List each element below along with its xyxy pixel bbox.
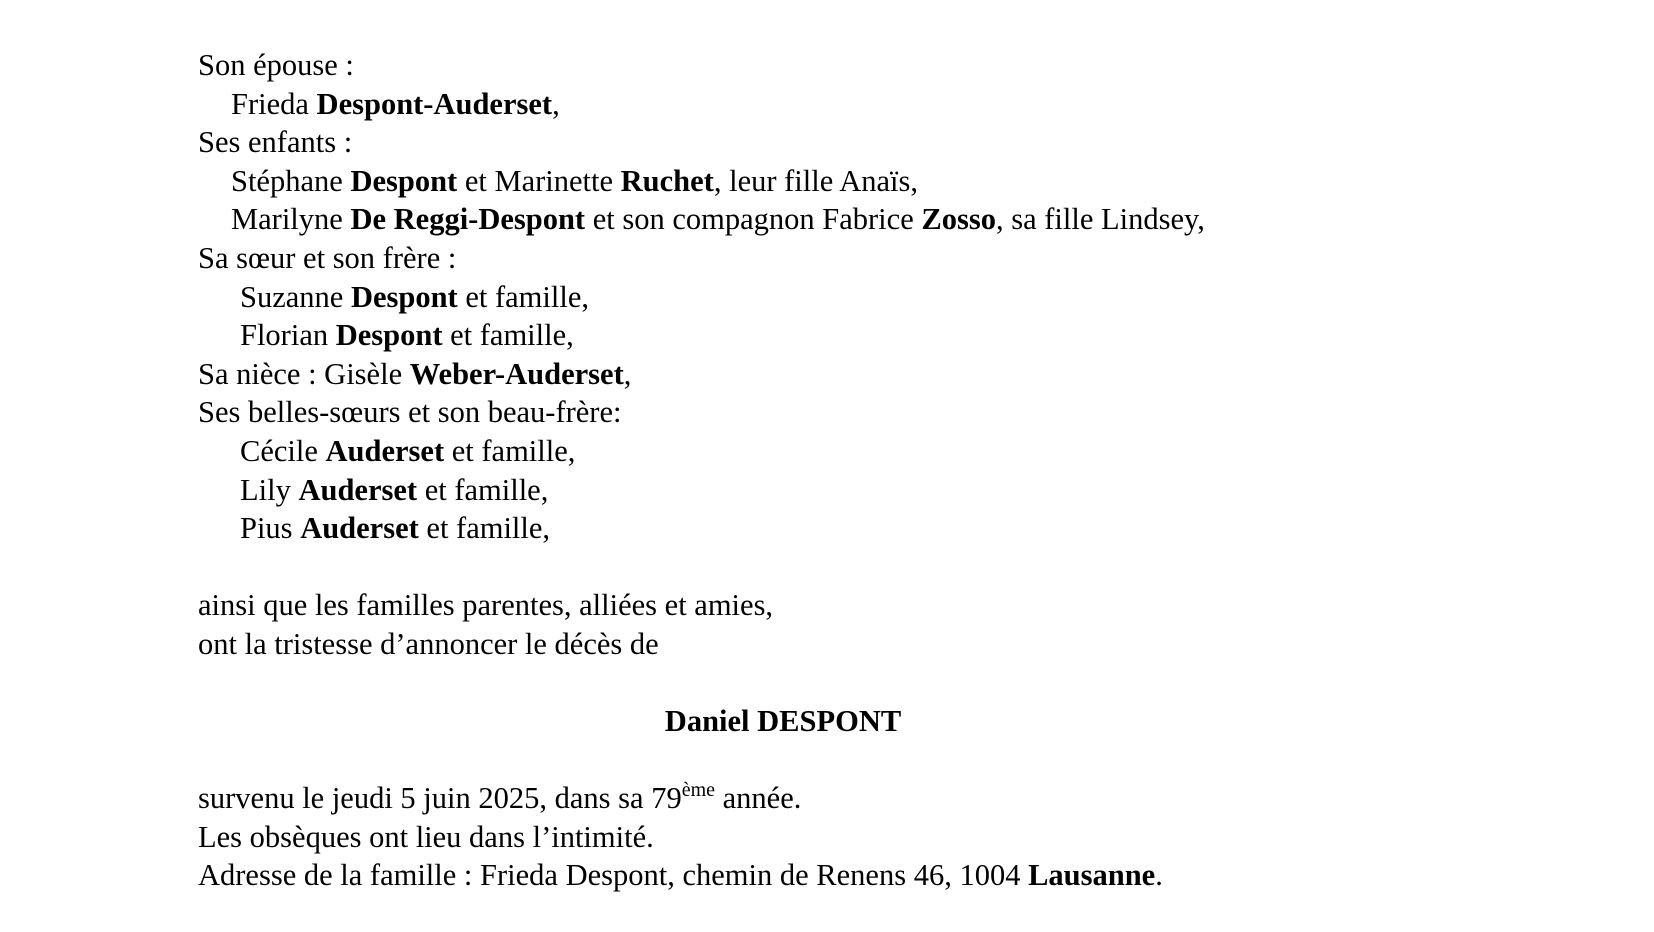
child-2-mid: et son compagnon Fabrice <box>585 202 922 237</box>
spouse-first-name: Frieda <box>231 86 309 121</box>
sibling-1-end: et famille, <box>457 279 589 314</box>
in-law-1-last-name: Auderset <box>325 433 445 468</box>
deceased-name-line <box>198 702 1458 741</box>
in-law-1-first-name: Cécile <box>240 433 318 468</box>
sibling-1-first-name: Suzanne <box>240 279 344 314</box>
child-1-end: , leur fille Anaïs, <box>713 163 918 198</box>
children-heading-text: Ses enfants : <box>198 125 353 160</box>
blank-line <box>198 741 1458 780</box>
death-suffix: année. <box>715 781 802 816</box>
in-law-line-2 <box>198 471 1458 510</box>
spouse-heading <box>198 46 1458 85</box>
sibling-1-last-name: Despont <box>350 279 458 314</box>
in-law-line-1 <box>198 432 1458 471</box>
in-law-2-last-name: Auderset <box>298 472 418 507</box>
in-law-2-first-name: Lily <box>240 472 291 507</box>
obituary-notice <box>198 46 1458 895</box>
funeral-line <box>198 818 1458 857</box>
in-law-3-last-name: Auderset <box>300 511 419 546</box>
spouse-line-end: , <box>552 86 560 121</box>
funeral-text: Les obsèques ont lieu dans l’intimité. <box>198 819 654 854</box>
in-law-line-3 <box>198 509 1458 548</box>
in-law-3-first-name: Pius <box>240 511 293 546</box>
sibling-2-first-name: Florian <box>240 318 329 353</box>
niece-prefix: Sa nièce : Gisèle <box>198 356 403 391</box>
in-laws-heading-text: Ses belles-sœurs et son beau-frère: <box>198 395 622 430</box>
address-end: . <box>1155 858 1163 893</box>
death-date-line <box>198 779 1458 818</box>
in-law-1-end: et famille, <box>444 433 576 468</box>
siblings-heading <box>198 239 1458 278</box>
child-2-last-name: De Reggi-Despont <box>350 202 586 237</box>
child-2-end: , sa fille Lindsey, <box>995 202 1205 237</box>
child-2-partner-last-name: Zosso <box>921 202 996 237</box>
child-line-1 <box>198 162 1458 201</box>
sibling-line-2 <box>198 316 1458 355</box>
children-heading <box>198 123 1458 162</box>
spouse-last-name: Despont-Auderset <box>316 86 553 121</box>
child-2-first-name: Marilyne <box>231 202 343 237</box>
address-line <box>198 856 1458 895</box>
sibling-line-1 <box>198 278 1458 317</box>
announce-line-1-text: ainsi que les familles parentes, alliées et amies, <box>198 588 774 623</box>
announce-line-2 <box>198 625 1458 664</box>
announce-line-1 <box>198 586 1458 625</box>
in-law-3-end: et famille, <box>418 511 551 546</box>
address-city: Lausanne <box>1028 858 1156 893</box>
spouse-heading-text: Son épouse : <box>198 48 354 82</box>
death-prefix: survenu le jeudi 5 juin 2025, dans sa 79 <box>198 781 682 816</box>
in-laws-heading <box>198 393 1458 432</box>
announce-line-2-text: ont la tristesse d’annoncer le décès de <box>198 626 659 661</box>
in-law-2-end: et famille, <box>417 472 549 507</box>
niece-end: , <box>623 356 632 391</box>
address-prefix: Adresse de la famille : Frieda Despont, chemin de Renens 46, 1004 <box>198 858 1029 893</box>
niece-line <box>198 355 1458 394</box>
blank-line <box>198 664 1458 703</box>
child-1-last-name: Despont <box>350 163 458 198</box>
siblings-heading-text: Sa sœur et son frère : <box>198 240 457 275</box>
child-line-2 <box>198 200 1458 239</box>
sibling-2-last-name: Despont <box>335 318 443 353</box>
spouse-line <box>198 85 1458 124</box>
niece-last-name: Weber-Auderset <box>409 356 624 391</box>
ordinal-suffix: ème <box>681 779 716 802</box>
child-1-mid: et Marinette <box>457 163 621 198</box>
deceased-name: Daniel DESPONT <box>664 704 902 739</box>
sibling-2-end: et famille, <box>442 318 574 353</box>
blank-line <box>198 548 1458 587</box>
child-1-first-name: Stéphane <box>231 163 343 198</box>
child-1-partner-last-name: Ruchet <box>620 163 714 198</box>
